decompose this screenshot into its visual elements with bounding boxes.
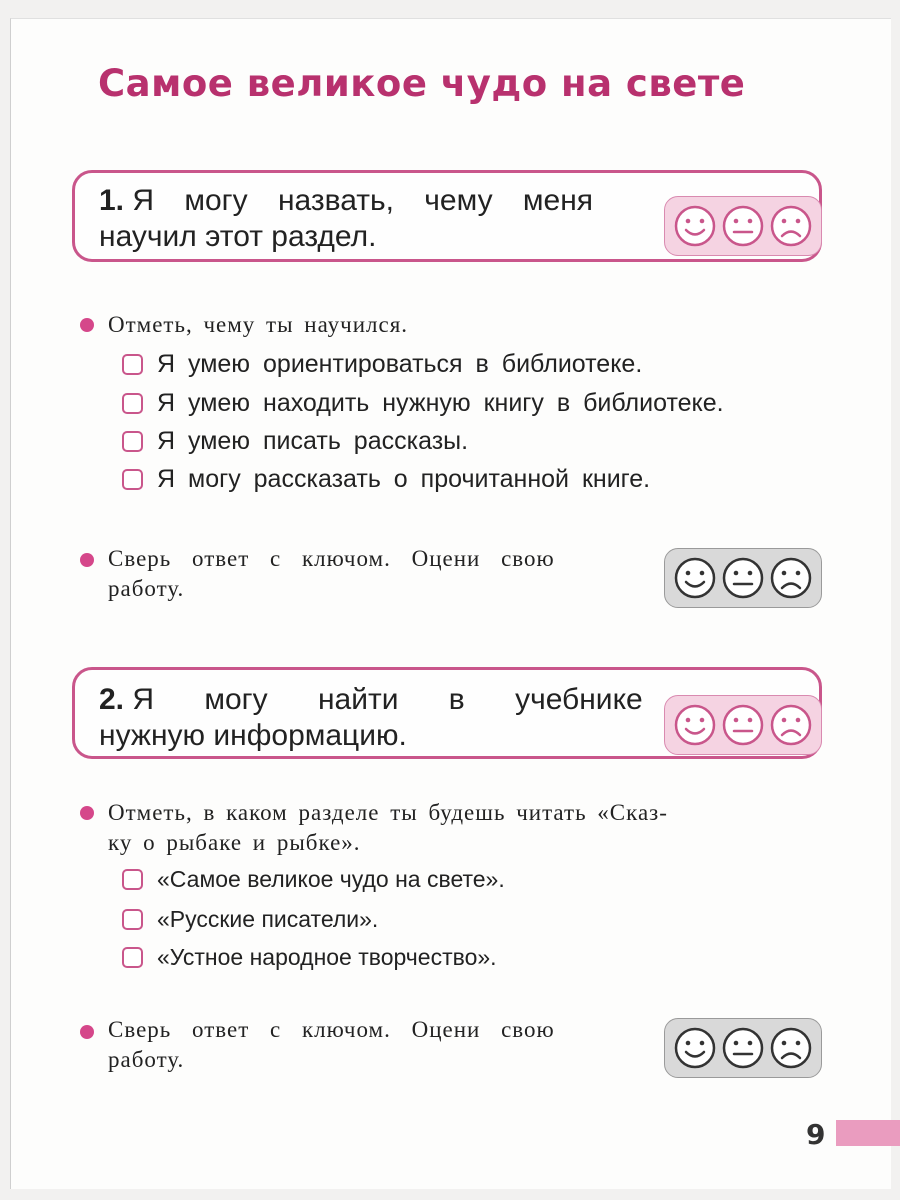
- option-label: «Самое великое чудо на свете».: [157, 866, 505, 892]
- task-2-line-2: нужную информацию.: [99, 719, 407, 752]
- checkbox[interactable]: [122, 431, 143, 452]
- sad-face-icon[interactable]: [769, 204, 813, 248]
- bullet-icon: [80, 318, 94, 332]
- sad-face-icon[interactable]: [769, 556, 813, 600]
- task-1-text: [99, 183, 593, 255]
- task-2-self-assessment: [664, 695, 822, 755]
- task-1-line-1: Я могу назвать, чему меня: [132, 184, 594, 217]
- smile-face-icon[interactable]: [673, 204, 717, 248]
- smile-face-icon[interactable]: [673, 703, 717, 747]
- neutral-face-icon[interactable]: [721, 1026, 765, 1070]
- task-1-self-assessment: [664, 196, 822, 256]
- checkbox[interactable]: [122, 354, 143, 375]
- bullet-icon: [80, 553, 94, 567]
- check-line-1: Сверь ответ с ключом. Оцени свою: [108, 546, 555, 571]
- sad-face-icon[interactable]: [769, 703, 813, 747]
- checkbox[interactable]: [122, 869, 143, 890]
- option-label: «Русские писатели».: [157, 906, 379, 932]
- page-number: 9: [806, 1118, 826, 1151]
- task-1-number: 1.: [99, 184, 125, 217]
- bullet-icon: [80, 806, 94, 820]
- instruction-line-1: Отметь, в каком разделе ты будешь читать «Сказ-: [108, 800, 668, 825]
- bullet-icon: [80, 1025, 94, 1039]
- task-2-text: [99, 682, 643, 754]
- neutral-face-icon[interactable]: [721, 556, 765, 600]
- section-1-option-3[interactable]: [122, 427, 468, 456]
- checkbox[interactable]: [122, 393, 143, 414]
- sad-face-icon[interactable]: [769, 1026, 813, 1070]
- task-1-line-2: научил этот раздел.: [99, 220, 377, 253]
- page-title: Самое великое чудо на свете: [98, 62, 746, 105]
- option-label: Я могу рассказать о прочитанной книге.: [157, 465, 651, 493]
- check-line-1: Сверь ответ с ключом. Оцени свою: [108, 1017, 555, 1042]
- section-2-option-1[interactable]: [122, 866, 505, 893]
- section-2-option-2[interactable]: [122, 906, 378, 933]
- instruction-line-2: ку о рыбаке и рыбке».: [108, 830, 361, 855]
- section-1-option-4[interactable]: [122, 465, 650, 494]
- section-1-check: [108, 544, 555, 604]
- section-1-self-assessment: [664, 548, 822, 608]
- neutral-face-icon[interactable]: [721, 703, 765, 747]
- checkbox[interactable]: [122, 469, 143, 490]
- neutral-face-icon[interactable]: [721, 204, 765, 248]
- task-2-number: 2.: [99, 683, 125, 716]
- checkbox[interactable]: [122, 909, 143, 930]
- smile-face-icon[interactable]: [673, 556, 717, 600]
- option-label: «Устное народное творчество».: [157, 944, 497, 970]
- page-number-strip: [836, 1120, 900, 1146]
- section-2-option-3[interactable]: [122, 944, 497, 971]
- task-2-line-1: Я могу найти в учебнике: [132, 683, 643, 716]
- section-2-instruction: [108, 798, 668, 858]
- check-line-2: работу.: [108, 576, 185, 601]
- option-label: Я умею ориентироваться в библиотеке.: [157, 350, 643, 378]
- checkbox[interactable]: [122, 947, 143, 968]
- section-1-instruction: Отметь, чему ты научился.: [108, 312, 409, 337]
- option-label: Я умею писать рассказы.: [157, 427, 469, 455]
- section-2-self-assessment: [664, 1018, 822, 1078]
- option-label: Я умею находить нужную книгу в библиотеке.: [157, 389, 724, 417]
- smile-face-icon[interactable]: [673, 1026, 717, 1070]
- section-2-check: [108, 1015, 555, 1075]
- section-1-option-1[interactable]: [122, 350, 642, 379]
- section-1-option-2[interactable]: [122, 389, 724, 418]
- check-line-2: работу.: [108, 1047, 185, 1072]
